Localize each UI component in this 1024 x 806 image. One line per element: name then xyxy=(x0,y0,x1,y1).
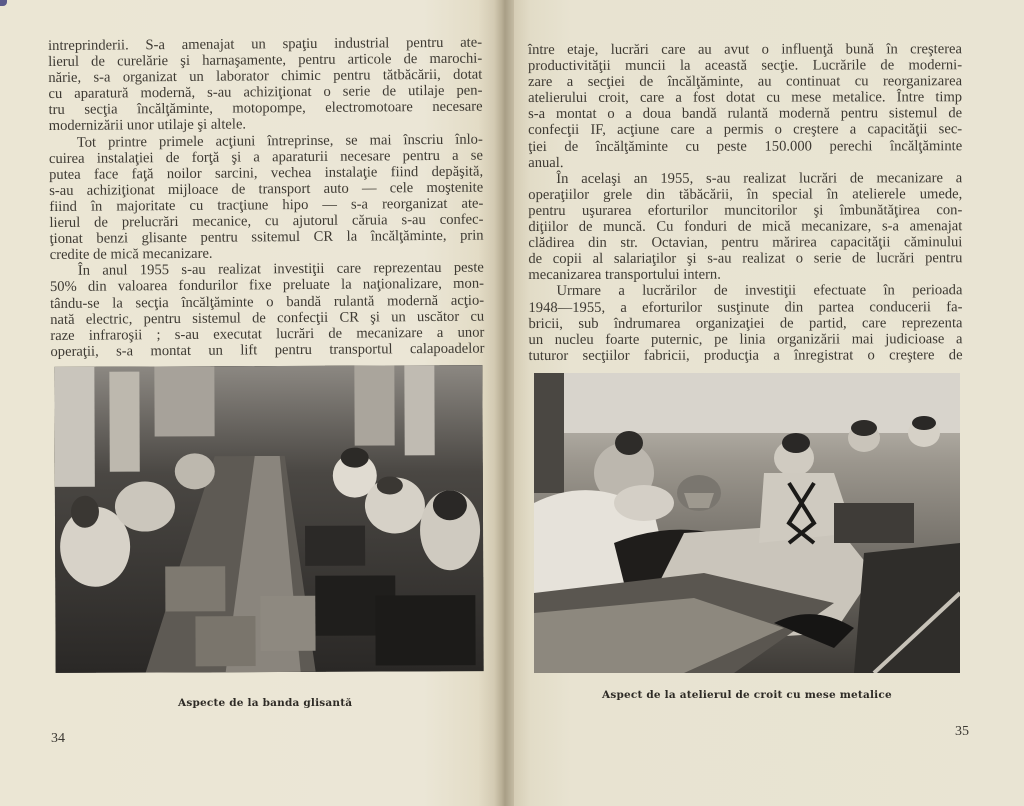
page-number: 35 xyxy=(955,724,969,739)
text-line: clădirea din str. Octavian, pentru mărirea capacităţii căminului xyxy=(528,234,963,252)
sliding-belt-workshop-photo xyxy=(54,365,483,673)
text-line: diţiilor de muncă. Cu fonduri de mică mecanizare, s-a amenajat xyxy=(528,218,963,236)
text-line: modernizării unor utilaje şi altele. xyxy=(48,116,247,135)
text-line: între etaje, lucrări care au avut o influenţă bună în creşterea xyxy=(528,41,963,58)
photo-image-icon xyxy=(54,365,483,673)
text-line: atelierului croit, care a fost dotat cu mese metalice. Între timp xyxy=(528,89,963,107)
text-line: intreprinderii. S-a amenajat un spaţiu industrial pentru ate- xyxy=(48,34,483,54)
text-line: lierul de curelărie şi harnaşamente, pentru articole de marochi- xyxy=(48,50,483,71)
text-line: ţionat benzi glisante pentru ssitemul CR la încălţăminte, prin xyxy=(49,227,484,248)
text-line: În anul 1955 s-au realizat investiţii care reprezentau peste xyxy=(77,259,484,280)
book-gutter xyxy=(494,0,514,806)
text-line: Tot printre primele acţiuni întreprinse, se mai înscriu înlo- xyxy=(76,131,483,151)
text-line: pentru uşurarea eforturilor muncitorilor şi îmbunătăţirea con- xyxy=(528,202,963,219)
cutting-workshop-photo xyxy=(534,373,960,673)
left-page-body-text xyxy=(48,35,485,360)
text-line: 50% din valoarea fondurilor fixe preluate la naţionalizare, mon- xyxy=(49,275,485,296)
text-line: În acelaşi an 1955, s-au realizat lucrări de mecanizare a xyxy=(556,169,963,187)
text-line: de copii al salariaţilor şi s-au realizat o serie de lucrări pentru xyxy=(528,250,963,268)
text-line: credite de mică mecanizare. xyxy=(49,245,213,264)
page-number: 34 xyxy=(51,731,65,746)
text-line: cu aparatură modernă, s-au achiziţionat o serie de utilaje pen- xyxy=(48,82,483,103)
text-line: nată electric, pentru sistemul de confecţii CR şi un uscător cu xyxy=(50,308,485,328)
text-line: operaţii, s-a montat un lift pentru transportul calapoadelor xyxy=(50,340,485,360)
text-line: zare a secţiei de încălţăminte, au continuat cu reorganizarea xyxy=(528,73,963,91)
right-page-body-text xyxy=(528,41,963,364)
text-line: anual. xyxy=(528,154,564,171)
text-line: cuirea instalaţiei de forţă şi a aparaturii necesare pentru a se xyxy=(48,147,483,167)
text-line: ţiei de încălţăminte cu peste 150.000 perechi încălţăminte xyxy=(528,137,963,155)
text-line: productivităţii muncii la această secţie. Lucrările de moderni- xyxy=(528,57,963,75)
text-line: tuturor secţiilor fabricii, producţia a înregistrat o creştere de xyxy=(528,347,963,364)
text-line: operaţiilor grele din tăbăcării, în special în atelierele umede, xyxy=(528,186,963,203)
text-line: 1948—1955, a eforturilor susţinute din partea conducerii fa- xyxy=(528,298,963,316)
text-line: confecţii IF, acţiune care a permis o creştere a capacităţii sec- xyxy=(528,121,963,139)
text-line: fiind în majoritate cu tracţiune hipo — s-a reorganizat ate- xyxy=(49,195,484,215)
right-photo-caption: Aspect de la atelierul de croit cu mese metalice xyxy=(602,689,892,701)
text-line: tru secţia încălţăminte, motopompe, electromotoare necesare xyxy=(48,98,483,119)
text-line: lierul de prelucrări mecanice, cu ajutorul căruia s-au confec- xyxy=(49,211,484,232)
text-line: Urmare a lucrărilor de investiţii efectuate în perioada xyxy=(556,282,963,300)
text-line: raze infraroşii ; s-au executat lucrări de mecanizare a unor xyxy=(50,324,485,344)
photo-image-icon xyxy=(534,373,960,673)
text-line: mecanizarea transportului intern. xyxy=(528,266,721,284)
text-line: nărie, s-a organizat un laborator chimic pentru tătbăcării, dotat xyxy=(48,66,483,87)
text-line: un nucleu foarte puternic, pe linia organizării mai judicioase a xyxy=(528,330,963,348)
text-line: bricii, sub îndrumarea organizaţiei de partid, care reprezenta xyxy=(528,314,963,332)
text-line: tându-se la secţia încălţăminte o bandă rulantă modernă acţio- xyxy=(50,292,485,312)
text-line: putea face faţă noilor sarcini, vechea instalaţie fiind depăşită, xyxy=(49,163,484,183)
left-photo-caption: Aspecte de la banda glisantă xyxy=(178,697,353,709)
text-line: s-a montat o a doua bandă rulantă modernă pentru sistemul de xyxy=(528,105,963,123)
text-line: s-au achiziţionat mijloace de transport auto — cele moştenite xyxy=(49,179,484,199)
